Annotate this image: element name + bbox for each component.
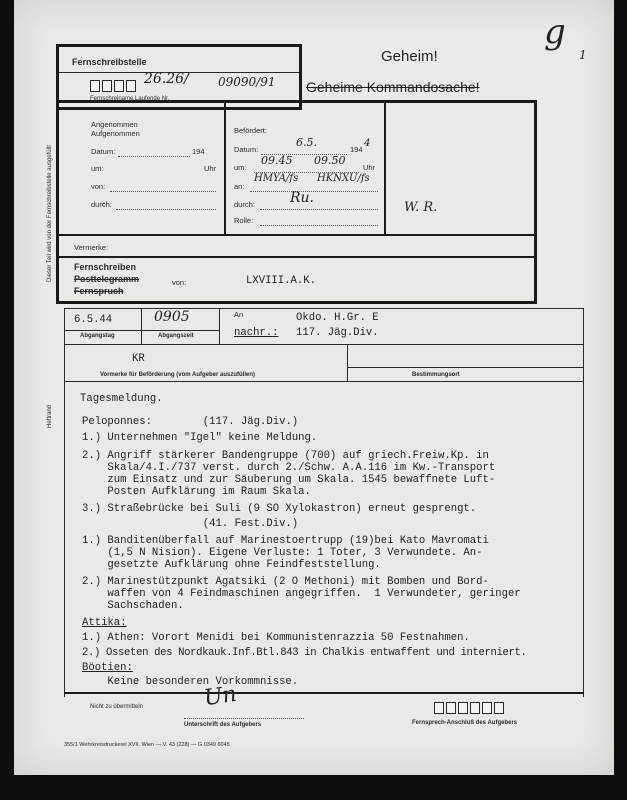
type-fernspruch: Fernspruch [74,286,124,296]
abgangszeit-value: 0905 [154,309,190,325]
fs-number-value: 26.26/ [144,71,189,87]
forwarded-time-1: 09.45 [261,154,293,167]
digit-box-3 [114,80,124,92]
phone-box-2 [446,702,456,714]
message-title: Tagesmeldung. [80,393,163,405]
received-von-label: von: [91,182,106,191]
message-line-10: (1,5 N Nision). Eigene Verluste: 1 Toter, 3 Verwundete. An- [82,547,483,559]
received-year-prefix: 194 [192,147,205,156]
geheime-kommandosache-label: Geheime Kommandosache! [306,79,480,95]
forwarded-durch-value: Ru. [290,190,315,206]
side-note: Dieser Teil wird von der Fernschreibstelle ausgefüllt [47,145,53,282]
received-uhr-label: Uhr [204,164,217,173]
message-line-02: 1.) Unternehmen "Igel" keine Meldung. [82,432,318,444]
station-label: Fernschreibstelle [72,57,147,67]
received-title-2: Aufgenommen [91,129,140,138]
forwarded-year-prefix: 194 [350,145,363,154]
forwarded-datum-value: 6.5. [296,136,317,149]
phone-box-1 [434,702,444,714]
phone-box-6 [494,702,504,714]
digit-box-1 [90,80,100,92]
message-line-03: 2.) Angriff stärkerer Bandengruppe (700) auf griech.Freiw.Kp. in [82,450,489,462]
fs-number-label: Fernschreiname Laufende Nr. [90,96,170,102]
side-note-heftrand: Heftrand [47,404,53,428]
forwarded-an-label: an: [234,182,245,191]
von-value: LXVIII.A.K. [246,275,316,287]
forwarded-rolle-label: Rolle: [234,216,254,225]
von-label: von: [172,278,187,287]
message-line-16: 1.) Athen: Vorort Menidi bei Kommunistenrazzia 50 Festnahmen. [82,632,470,644]
message-line-07: 3.) Straßebrücke bei Suli (9 SO Xylokastron) erneut gesprengt. [82,503,477,515]
forwarded-uhr-label: Uhr [363,163,376,172]
phone-box-4 [470,702,480,714]
message-line-14: Sachschaden. [82,600,184,612]
forwarded-um-label: um: [234,163,247,172]
forwarded-an-value-2: HKNXU/fs [317,173,370,184]
initials: W. R. [404,200,438,215]
an-value: Okdo. H.Gr. E [296,312,379,324]
footer-signature-label: Unterschrift des Aufgebers [184,722,262,728]
message-line-13: waffen von 4 Feindmaschinen angegriffen. 1 Verwundeter, geringer [82,588,521,600]
footer-nicht-zu-uebermitteln: Nicht zu übermitteln [90,704,144,710]
digit-box-4 [126,80,136,92]
forwarded-year-value: 4 [364,138,371,149]
abgangstag-label: Abgangstag [80,333,115,339]
geheim-label: Geheim! [381,48,438,65]
bestimmungsort-label: Bestimmungsort [412,372,460,378]
an-label: An [234,310,244,319]
nachr-value: 117. Jäg.Div. [296,327,379,339]
fs-number-extra: 09090/91 [218,75,276,89]
signature: Un [202,681,239,712]
message-line-12: 2.) Marinestützpunkt Agatsiki (2 O Methoni) mit Bomben und Bord- [82,576,489,588]
nachr-label: nachr.: [234,327,279,339]
forwarded-durch-label: durch: [234,200,255,209]
vormerke-label: Vormerke für Beförderung (vom Aufgeber auszufüllen) [100,372,256,378]
received-um-label: um: [91,164,104,173]
phone-box-5 [482,702,492,714]
corner-mark-2: 1 [579,48,587,62]
message-line-19: Keine besonderen Vorkommnisse. [82,676,299,688]
type-fernschreiben: Fernschreiben [74,262,137,272]
message-line-17: 2.) Osseten des Nordkauk.Inf.Btl.843 in Chalkis entwaffent und interniert. [82,647,527,659]
message-line-15: Attika: [82,617,127,629]
teletype-form-page [14,0,614,775]
abgangszeit-label: Abgangszeit [158,333,194,339]
received-datum-label: Datum: [91,147,116,156]
forwarded-an-value-1: HMYA/fs [254,173,299,184]
phone-box-3 [458,702,468,714]
message-line-06: Posten Aufklärung im Raum Skala. [82,486,311,498]
message-line-11: gesetzte Aufklärung ohne Feindfeststellung. [82,559,381,571]
footer-phone-label: Fernsprech-Anschluß des Aufgebers [412,720,518,726]
message-line-05: zum Einsatz und zur Säuberung um Skala. 1545 bewaffnete Luft- [82,474,496,486]
forwarded-datum-label: Datum: [234,145,259,154]
digit-box-2 [102,80,112,92]
message-line-04: Skala/4.I./737 verst. durch 2./Schw. A.A.116 im Kw.-Transport [82,462,496,474]
type-posttelegramm: Posttelegramm [74,274,140,284]
received-title-1: Angenommen [91,120,138,129]
corner-mark: g [544,12,566,52]
message-line-18: Böotien: [82,662,133,674]
printer-line: 355/1 Wehrkreisdruckerei XVII. Wien — V. 43 (228) — G 0349 6045 [64,742,230,748]
message-line-01: Peloponnes: (117. Jäg.Div.) [82,416,299,428]
kr-label: KR [132,353,145,365]
forwarded-title: Befördert: [234,126,267,135]
received-durch-label: durch: [91,200,112,209]
message-line-08: (41. Fest.Div.) [82,518,299,530]
forwarded-time-2: 09.50 [314,154,346,167]
vermerke-label: Vermerke: [74,243,109,252]
abgangstag-value: 6.5.44 [74,314,113,326]
message-line-09: 1.) Banditenüberfall auf Marinestoertrupp (19)bei Kato Mavromati [82,535,489,547]
